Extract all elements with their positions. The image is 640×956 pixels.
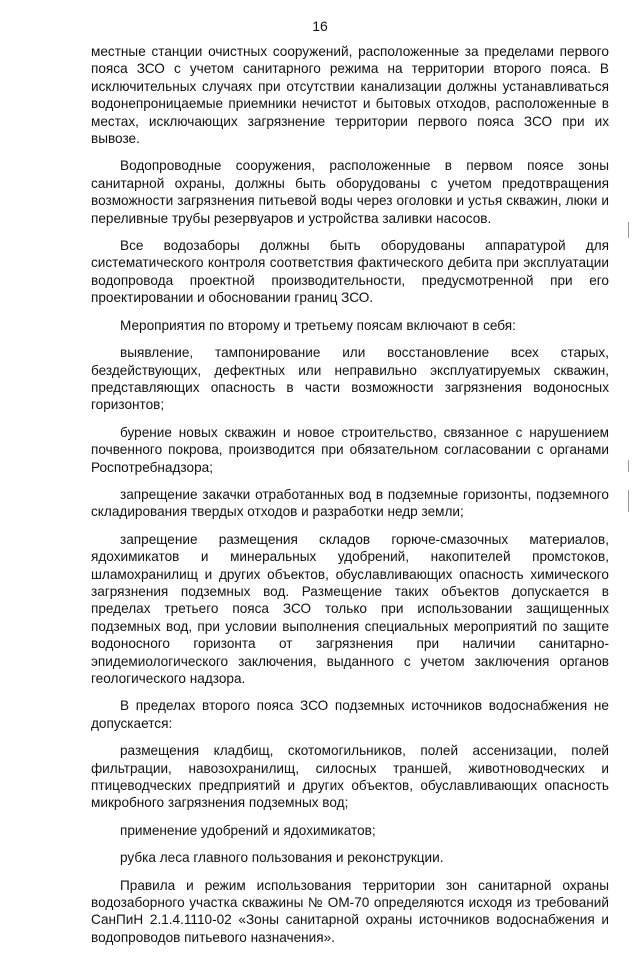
paragraph-measure-wells: выявление, тампонирование или восстановление всех старых, бездействующих, дефектных или неправильно эксплуатируемых скважин, представляющих опасность в части возможности загрязнения водоносных горизонтов; <box>91 345 609 413</box>
paragraph-measure-injection: запрещение закачки отработанных вод в подземные горизонты, подземного складирования твердых отходов и разработки недр земли; <box>91 486 609 520</box>
paragraph-water-intakes: Все водозаборы должны быть оборудованы аппаратурой для систематического контроля соответствия фактического дебита при эксплуатации водопровода проектной производительности, предусмотренной при его проектировании и обосновании границ ЗСО. <box>91 238 609 306</box>
scan-mark <box>628 460 629 472</box>
paragraph-continuation: местные станции очистных сооружений, расположенные за пределами первого пояса ЗСО с учетом санитарного режима на территории второго пояса. В исключительных случаях при отсутствии канализации должны устанавливаться водонепроницаемые приемники нечистот и бытовых отходов, расположенные в местах, исключающих загрязнение территории первого пояса ЗСО при их вывозе. <box>91 44 609 147</box>
paragraph-measure-storage: запрещение размещения складов горюче-смазочных материалов, ядохимикатов и минеральных удобрений, накопителей промстоков, шламохранилищ и других объектов, обуславливающих опасность химического загрязнения подземных вод. Размещение таких объектов допускается в пределах третьего пояса ЗСО только при использовании защищенных подземных вод, при условии выполнения специальных мероприятий по защите водоносного горизонта от загрязнения при наличии санитарно-эпидемиологического заключения, выданного с учетом заключения органов геологического надзора. <box>91 531 609 686</box>
paragraph-prohibition-logging: рубка леса главного пользования и реконструкции. <box>120 850 444 866</box>
paragraph-second-belt-intro: В пределах второго пояса ЗСО подземных источников водоснабжения не допускается: <box>91 698 609 731</box>
scan-mark <box>628 490 629 512</box>
scan-mark <box>628 222 629 238</box>
paragraph-rules: Правила и режим использования территории зон санитарной охраны водозаборного участка скважины № ОМ-70 определяются исходя из требований СанПиН 2.1.4.1110-02 «Зоны санитарной охраны источников водоснабжения и водопроводов питьевого назначения». <box>91 877 609 945</box>
paragraph-water-facilities: Водопроводные сооружения, расположенные в первом поясе зоны санитарной охраны, должны быть оборудованы с учетом предотвращения возможности загрязнения питьевой воды через оголовки и устья скважин, люки и переливные трубы резервуаров и устройства заливки насосов. <box>91 158 609 226</box>
paragraph-prohibition-fertilizers: применение удобрений и ядохимикатов; <box>120 822 376 838</box>
paragraph-prohibition-placement: размещения кладбищ, скотомогильников, полей ассенизации, полей фильтрации, навозохранилищ, силосных траншей, животноводческих и птицеводческих предприятий и других объектов, обуславливающих опасность микробного загрязнения подземных вод; <box>91 743 609 811</box>
document-body <box>91 43 609 956</box>
paragraph-measure-drilling: бурение новых скважин и новое строительство, связанное с нарушением почвенного покрова, производится при обязательном согласовании с органами Роспотребнадзора; <box>91 424 609 475</box>
paragraph-measures-intro: Мероприятия по второму и третьему поясам включают в себя: <box>120 317 516 333</box>
page-number: 16 <box>312 18 328 34</box>
